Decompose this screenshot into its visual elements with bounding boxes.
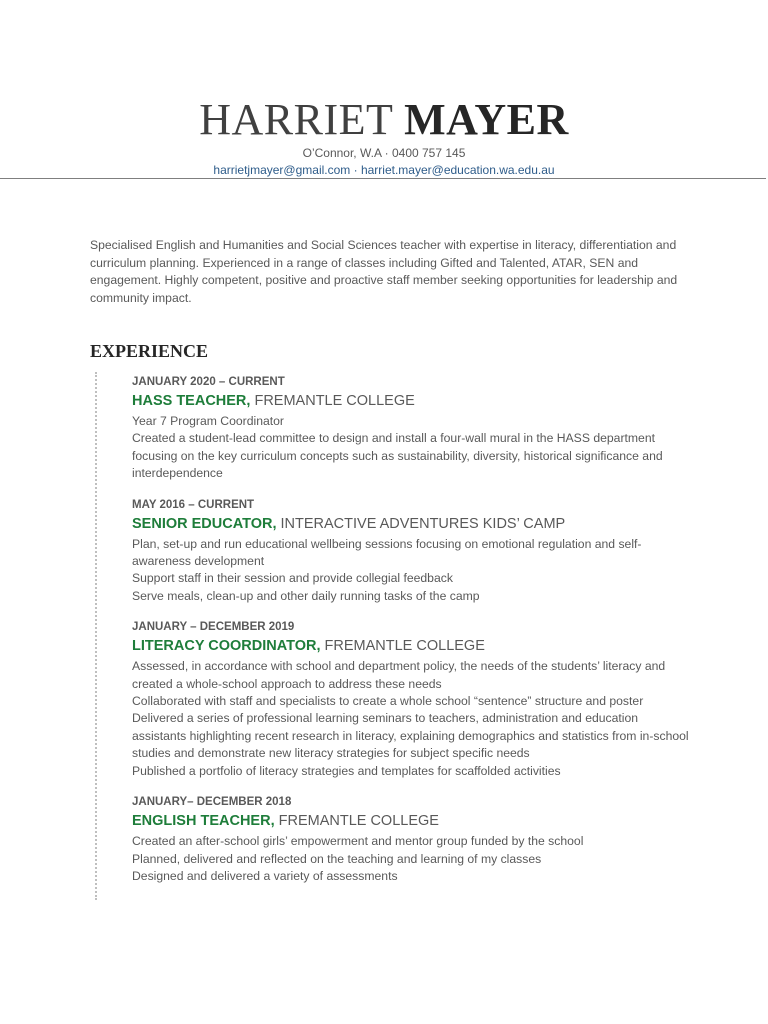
- job-detail: Designed and delivered a variety of assessments: [132, 868, 398, 883]
- job-detail: Created an after-school girls’ empowerment and mentor group funded by the school: [132, 834, 584, 849]
- job-role: LITERACY COORDINATOR,: [132, 638, 321, 655]
- job-detail: Delivered a series of professional learning seminars to teachers, administration and education assistants highlighting recent research in literacy, explaining demographics and statistics from in-school studies and demonstrate new literacy strategies for subject specific needs: [132, 711, 689, 761]
- job-detail: Plan, set-up and run educational wellbeing sessions focusing on emotional regulation and self-awareness development: [132, 536, 642, 569]
- job-detail: Serve meals, clean-up and other daily running tasks of the camp: [132, 588, 480, 603]
- first-name: HARRIET: [199, 95, 393, 144]
- job-entry: [132, 619, 692, 780]
- experience-heading: EXPERIENCE: [90, 341, 209, 361]
- header-divider: [0, 178, 766, 179]
- contact-address-phone: O’Connor, W.A · 0400 757 145: [302, 146, 466, 160]
- job-title: [132, 635, 692, 657]
- job-date: JANUARY 2020 – CURRENT: [132, 376, 285, 388]
- job-employer: INTERACTIVE ADVENTURES KIDS’ CAMP: [276, 515, 566, 532]
- job-entry: [132, 374, 692, 483]
- job-employer: FREMANTLE COLLEGE: [250, 393, 415, 409]
- experience-list: [132, 374, 692, 899]
- job-entry: [132, 497, 692, 606]
- candidate-name: [0, 94, 768, 146]
- job-entry: [132, 794, 692, 885]
- job-title: [132, 390, 692, 412]
- profile-summary: Specialised English and Humanities and Social Sciences teacher with expertise in literacy, differentiation and curriculum planning. Experienced in a range of classes including Gifted and Talented, ATAR, SEN and engagement. Highly competent, positive and proactive staff member seeking opportunities for leadership and community impact.: [90, 238, 678, 305]
- job-date: MAY 2016 – CURRENT: [132, 498, 255, 511]
- job-title: [132, 513, 692, 535]
- contact-emails[interactable]: harrietjmayer@gmail.com · harriet.mayer@education.wa.edu.au: [213, 163, 555, 177]
- job-detail: Planned, delivered and reflected on the teaching and learning of my classes: [132, 851, 542, 866]
- timeline-dotted-line: [95, 372, 97, 900]
- job-title: [132, 810, 692, 832]
- job-detail: Support staff in their session and provide collegial feedback: [132, 571, 453, 586]
- job-date: JANUARY – DECEMBER 2019: [132, 621, 295, 634]
- job-detail: Created a student-lead committee to design and install a four-wall mural in the HASS department focusing on the key curriculum concepts such as sustainability, diversity, historical significance and interdependence: [132, 431, 663, 481]
- job-employer: FREMANTLE COLLEGE: [320, 638, 485, 655]
- job-detail: Published a portfolio of literacy strategies and templates for scaffolded activities: [132, 763, 561, 778]
- job-role: SENIOR EDUCATOR,: [132, 515, 277, 532]
- job-employer: FREMANTLE COLLEGE: [274, 813, 439, 830]
- job-detail: Collaborated with staff and specialists to create a whole school “sentence” structure and poster: [132, 694, 644, 709]
- last-name: MAYER: [404, 95, 569, 144]
- job-role: ENGLISH TEACHER,: [132, 813, 275, 830]
- job-detail: Year 7 Program Coordinator: [132, 414, 284, 428]
- job-detail: Assessed, in accordance with school and department policy, the needs of the students’ literacy and created a whole-school approach to address these needs: [132, 659, 666, 691]
- job-role: HASS TEACHER,: [132, 393, 251, 409]
- job-date: JANUARY– DECEMBER 2018: [132, 796, 292, 809]
